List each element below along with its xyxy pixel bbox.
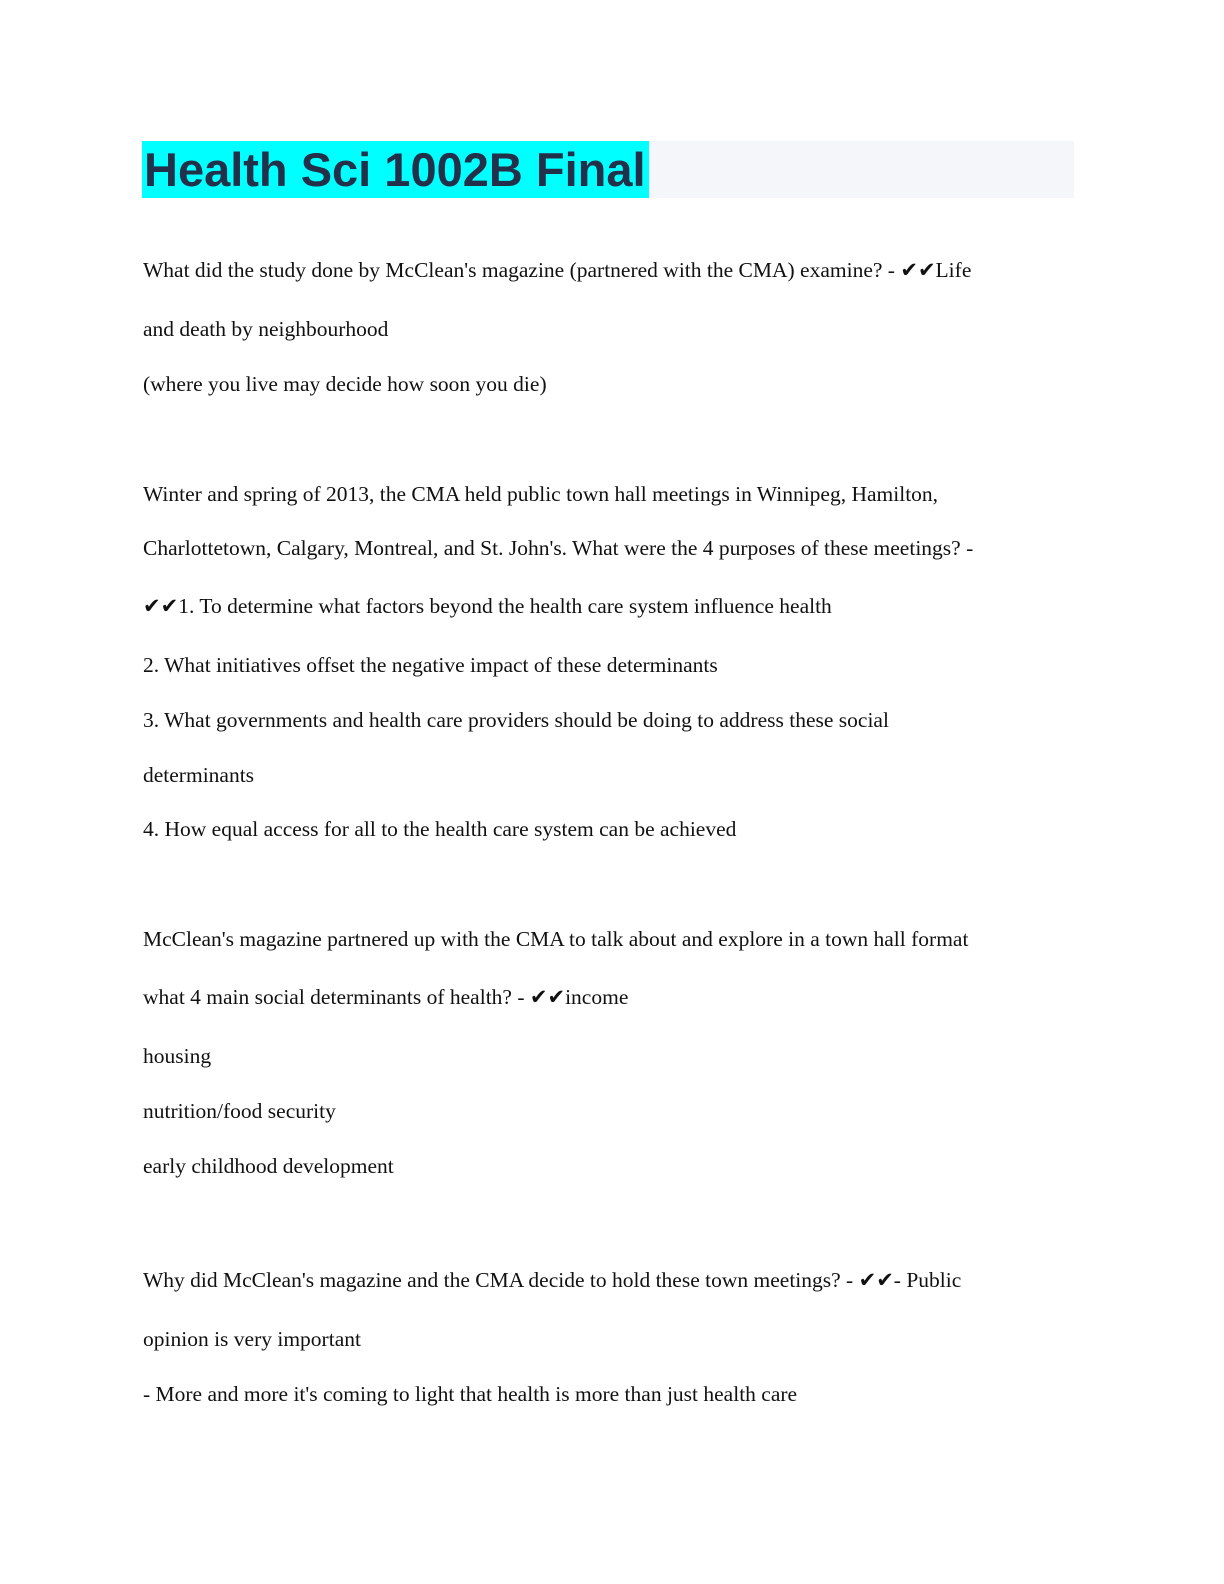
qa-2-line-5: 3. What governments and health care providers should be doing to address these social [143,708,889,732]
qa-3-line-5: early childhood development [143,1154,394,1178]
qa-3-line-2 [143,984,628,1010]
check-icon: ✔✔ [143,594,179,618]
qa-2-line-7: 4. How equal access for all to the health care system can be achieved [143,817,737,841]
answer-text: 1. To determine what factors beyond the health care system influence health [178,594,832,618]
qa-4-line-3: - More and more it's coming to light that health is more than just health care [143,1382,798,1406]
qa-4-line-2: opinion is very important [143,1327,361,1351]
qa-1-line-2: and death by neighbourhood [143,317,389,341]
answer-text: - Public [893,1268,962,1292]
question-text: Why did McClean's magazine and the CMA decide to hold these town meetings? - [143,1268,859,1292]
document-title: Health Sci 1002B Final [142,141,649,198]
check-icon: ✔✔ [858,1268,894,1292]
qa-2-line-6: determinants [143,763,255,787]
qa-2-line-2: Charlottetown, Calgary, Montreal, and St. John's. What were the 4 purposes of these meetings? - [143,536,974,560]
check-icon: ✔✔ [529,985,566,1009]
question-text: What did the study done by McClean's magazine (partnered with the CMA) examine? - [143,258,901,282]
qa-1-line-1 [143,257,971,283]
check-icon: ✔✔ [900,258,936,282]
qa-3-line-1: McClean's magazine partnered up with the CMA to talk about and explore in a town hall format [143,927,969,951]
qa-3-line-3: housing [143,1044,212,1068]
qa-2-line-4: 2. What initiatives offset the negative impact of these determinants [143,653,718,677]
answer-text: Life [935,258,972,282]
question-text: what 4 main social determinants of health? - [143,985,530,1009]
qa-3-line-4: nutrition/food security [143,1099,336,1123]
qa-1-line-3: (where you live may decide how soon you die) [143,372,547,396]
qa-2-line-1: Winter and spring of 2013, the CMA held public town hall meetings in Winnipeg, Hamilton, [143,482,939,506]
answer-text: income [565,985,629,1009]
qa-2-line-3 [143,593,832,619]
qa-4-line-1 [143,1267,961,1293]
